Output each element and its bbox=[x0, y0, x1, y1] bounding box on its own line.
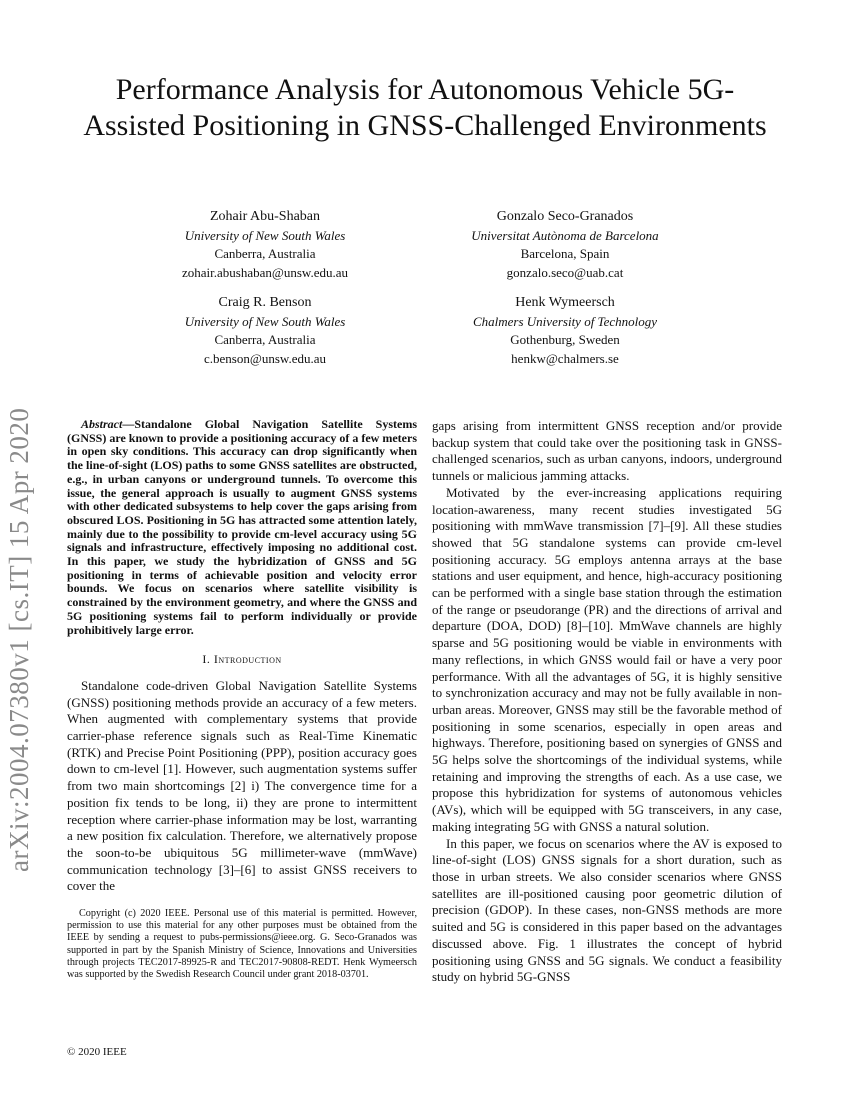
copyright-footnote: Copyright (c) 2020 IEEE. Personal use of this material is permitted. However, permission to use this material for any other purposes must be obtained from the IEEE by sending a request to pubs-permissions@ieee.org. G. Seco-Granados was supported in part by the Spanish Ministry of Science, Innovations and Universities through projects TEC2017-89925-R and TEC2017-90808-REDT. Henk Wymeersch was supported by the Swedish Research Council under grant 2018-03701. bbox=[67, 908, 417, 981]
arxiv-identifier-stamp: arXiv:2004.07380v1 [cs.IT] 15 Apr 2020 bbox=[4, 407, 34, 873]
paragraph: In this paper, we focus on scenarios where the AV is exposed to line-of-sight (LOS) GNSS signals for a short duration, such as those in urban streets. We also consider scenarios where GNSS satellites are ill-positioned causing poor geometric dilution of precision (GDOP). In these cases, non-GNSS methods are more suited and 5G is considered in this paper based on the advantages discussed above. Fig. 1 illustrates the concept of hybrid positioning using GNSS and 5G signals. We conduct a feasibility study on hybrid 5G-GNSS bbox=[432, 835, 782, 985]
author-location: Barcelona, Spain bbox=[520, 246, 610, 261]
section-title: Introduction bbox=[213, 652, 282, 667]
abstract-label: Abstract bbox=[81, 417, 123, 431]
section-heading bbox=[67, 651, 417, 668]
author-affiliation: Chalmers University of Technology bbox=[472, 313, 658, 329]
paragraph: Standalone code-driven Global Navigation Satellite Systems (GNSS) positioning methods provide an accuracy of a few meters. When augmented with complementary systems that provide carrier-phase reference signals such as Real-Time Kinematic (RTK) and Precise Point Positioning (PPP), position accuracy goes down to cm-level [1]. However, such augmentation systems suffer from two main shortcomings [2] i) The convergence time for a position fix tends to be long, ii) they are prone to intermittent reception where carrier-phase information may be lost, warranting a new position fix calculation. Therefore, we alternatively propose the soon-to-be ubiquitous 5G millimeter-wave (mmWave) communication technology [3]–[6] to assist GNSS receivers to cover the bbox=[67, 677, 417, 894]
author-affiliation: Universitat Autònoma de Barcelona bbox=[471, 227, 659, 243]
author-email: c.benson@unsw.edu.au bbox=[204, 350, 326, 366]
author-name: Craig R. Benson bbox=[218, 295, 312, 310]
author-location: Canberra, Australia bbox=[214, 246, 316, 261]
author-name: Henk Wymeersch bbox=[515, 295, 615, 310]
paragraph: Motivated by the ever-increasing applications requiring location-awareness, many recent studies investigated 5G positioning with mmWave transmission [7]–[9]. All these studies showed that 5G standalone systems can provide cm-level positioning accuracy. 5G employs antenna arrays at the base stations and user equipment, and hence, high-accuracy positioning can be performed with a single base station through the estimation of the range or pseudorange (PR) and the directions of arrival and departure (DOA, DOD) [8]–[10]. MmWave channels are highly sparse and 5G positioning would be viable in environments with many reflections, in which GNSS would fail or have a very poor performance. With all the advantages of 5G, it is highly sensitive to synchronization accuracy and may not be fully available in non-urban areas. Moreover, GNSS may still be the favorable method of positioning in some scenarios, especially in open areas and highways. Therefore, positioning based on synergies of GNSS and 5G helps solve the shortcomings of the individual systems, while retaining and improving the strengths of each. As a use case, we propose this hybridization for systems of autonomous vehicles (AVs), which will be equipped with 5G transceivers, in any case, making integrating 5G with GNSS a natural solution. bbox=[432, 484, 782, 834]
page-footer: © 2020 IEEE bbox=[67, 1046, 127, 1058]
paragraph-continuation: gaps arising from intermittent GNSS reception and/or provide backup system that could take over the positioning task in GNSS-challenged scenarios, such as urban canyons, indoors, underground tunnels or malicious jamming attacks. bbox=[432, 418, 782, 484]
abstract bbox=[67, 418, 417, 637]
author-block bbox=[415, 294, 715, 368]
section-number: I. bbox=[202, 652, 211, 667]
right-column bbox=[432, 418, 782, 986]
paper-title: Performance Analysis for Autonomous Vehicle 5G-Assisted Positioning in GNSS-Challenged Environments bbox=[83, 73, 767, 142]
author-affiliation: University of New South Wales bbox=[184, 227, 346, 243]
author-block bbox=[415, 208, 715, 282]
abstract-text: —Standalone Global Navigation Satellite Systems (GNSS) are known to provide a positioning accuracy of a few meters in open sky conditions. This accuracy can drop significantly when the line-of-sight (LOS) paths to some GNSS satellites are obstructed, e.g., in urban canyons or underground tunnels. To overcome this issue, the general approach is usually to augment GNSS systems with other dedicated subsystems to help cover the gaps arising from obscured LOS. Positioning in 5G has attracted some attention lately, mainly due to the possibility to provide cm-level accuracy using 5G signals and infrastructure, effectively imposing no additional cost. In this paper, we study the hybridization of GNSS and 5G positioning in terms of achievable position and velocity error bounds. We focus on scenarios where satellite visibility is constrained by the environment geometry, and where the GNSS and 5G positioning systems fail to perform individually or provide prohibitively large error. bbox=[67, 417, 417, 637]
author-block bbox=[115, 294, 415, 368]
left-column bbox=[67, 418, 417, 895]
author-email: henkw@chalmers.se bbox=[511, 350, 619, 366]
author-email: zohair.abushaban@unsw.edu.au bbox=[182, 264, 348, 280]
author-location: Canberra, Australia bbox=[214, 332, 316, 347]
author-affiliation: University of New South Wales bbox=[184, 313, 346, 329]
author-email: gonzalo.seco@uab.cat bbox=[506, 264, 624, 280]
author-block bbox=[115, 208, 415, 282]
author-name: Zohair Abu-Shaban bbox=[209, 209, 321, 224]
author-location: Gothenburg, Sweden bbox=[510, 332, 620, 347]
author-name: Gonzalo Seco-Granados bbox=[496, 209, 634, 224]
